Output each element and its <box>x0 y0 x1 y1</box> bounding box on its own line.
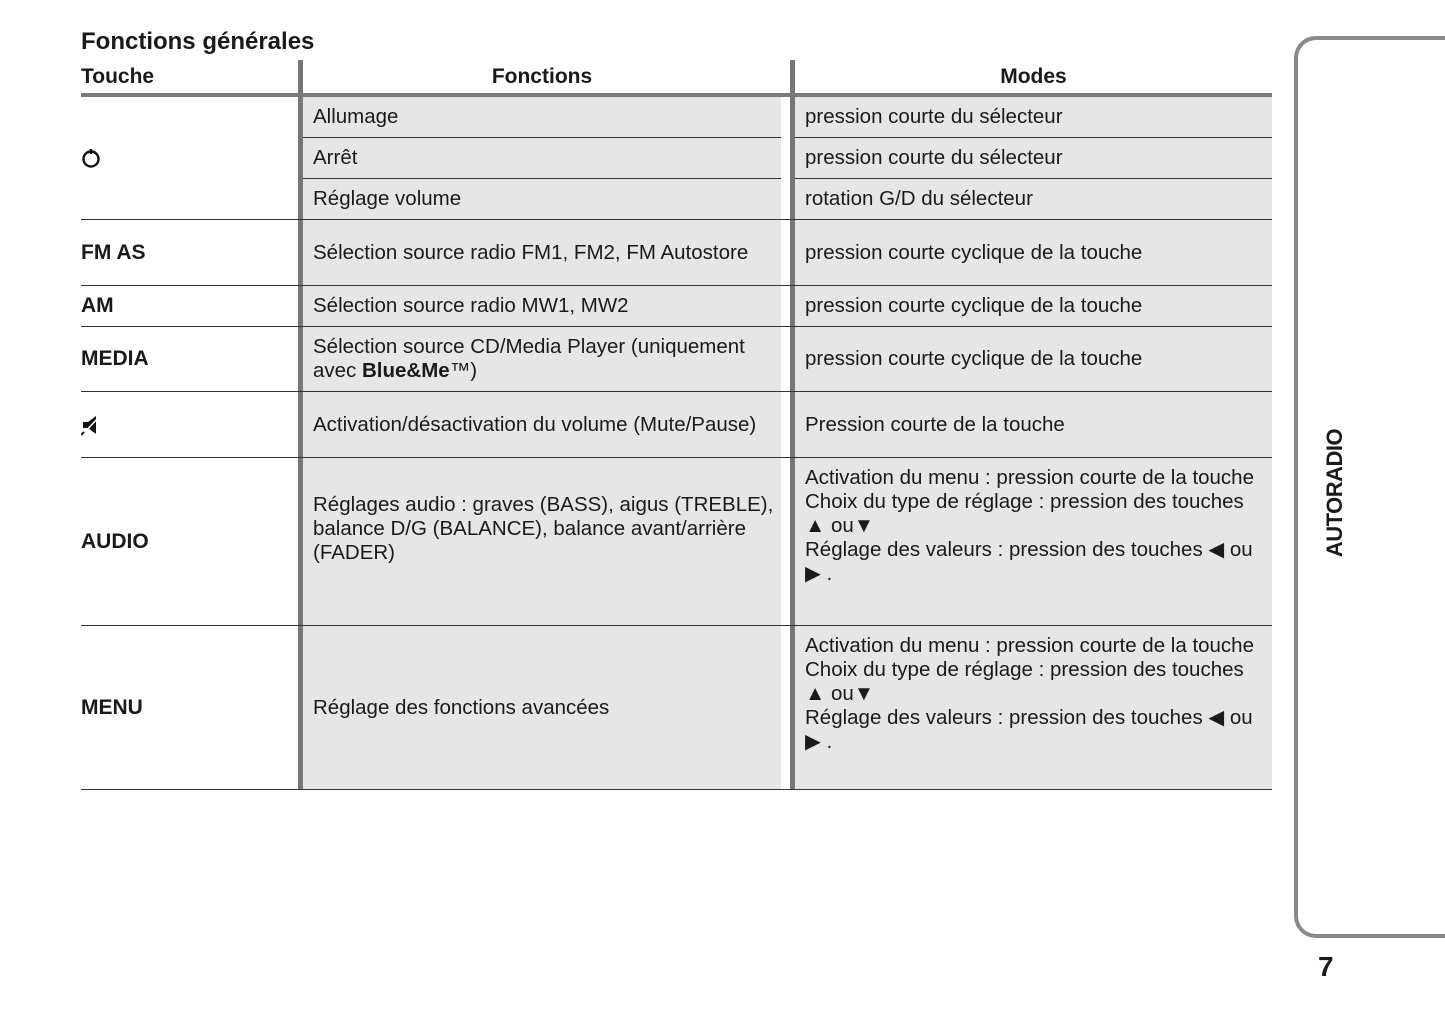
table-header <box>81 60 1272 97</box>
key-label: AM <box>81 294 114 317</box>
header-functions: Fonctions <box>491 64 593 88</box>
mode-cell: pression courte cyclique de la touche <box>795 286 1272 326</box>
key-label: MEDIA <box>81 347 149 370</box>
mute-icon <box>81 414 101 436</box>
page-number: 7 <box>1318 951 1334 982</box>
mode-cell: pression courte du sélecteur <box>795 97 1272 137</box>
power-icon <box>81 148 101 168</box>
function-cell: Sélection source radio MW1, MW2 <box>303 286 781 326</box>
table-row <box>81 220 1272 286</box>
function-cell: Allumage <box>303 97 781 137</box>
functions-table <box>81 60 1272 790</box>
brand-name: Blue&Me <box>362 359 450 382</box>
header-key: Touche <box>81 64 155 88</box>
chapter-tab <box>1294 36 1445 938</box>
header-modes: Modes <box>1000 64 1067 88</box>
function-cell: Sélection source CD/Media Player (uniquement avec Blue&Me™) <box>303 327 781 391</box>
key-label: FM AS <box>81 240 146 264</box>
mode-cell: pression courte du sélecteur <box>795 137 1272 178</box>
mode-cell: Activation du menu : pression courte de la touche Choix du type de réglage : pression des touches ▲ ou▼ Réglage des valeurs : pression des touches ◀ ou ▶ . <box>795 458 1272 625</box>
function-cell: Réglage des fonctions avancées <box>303 626 781 789</box>
mode-cell: rotation G/D du sélecteur <box>795 178 1272 219</box>
table-row <box>81 458 1272 626</box>
table-row <box>81 286 1272 327</box>
table-row <box>81 97 1272 220</box>
function-cell: Réglage volume <box>303 178 781 219</box>
table-row <box>81 392 1272 458</box>
section-title: Fonctions générales <box>81 28 315 55</box>
mode-cell: Pression courte de la touche <box>795 392 1272 457</box>
chapter-tab-label: AUTORADIO <box>1322 428 1347 558</box>
function-cell: Sélection source radio FM1, FM2, FM Autostore <box>303 220 781 285</box>
mode-cell: pression courte cyclique de la touche <box>795 220 1272 285</box>
function-cell: Arrêt <box>303 137 781 178</box>
key-label: AUDIO <box>81 529 149 553</box>
mode-cell: Activation du menu : pression courte de la touche Choix du type de réglage : pression des touches ▲ ou▼ Réglage des valeurs : pression des touches ◀ ou ▶ . <box>795 626 1272 789</box>
table-row <box>81 626 1272 790</box>
table-row <box>81 327 1272 392</box>
function-cell: Activation/désactivation du volume (Mute/Pause) <box>303 392 781 457</box>
key-label: MENU <box>81 695 143 719</box>
function-cell: Réglages audio : graves (BASS), aigus (TREBLE), balance D/G (BALANCE), balance avant/arrière (FADER) <box>303 458 781 625</box>
mode-cell: pression courte cyclique de la touche <box>795 327 1272 391</box>
